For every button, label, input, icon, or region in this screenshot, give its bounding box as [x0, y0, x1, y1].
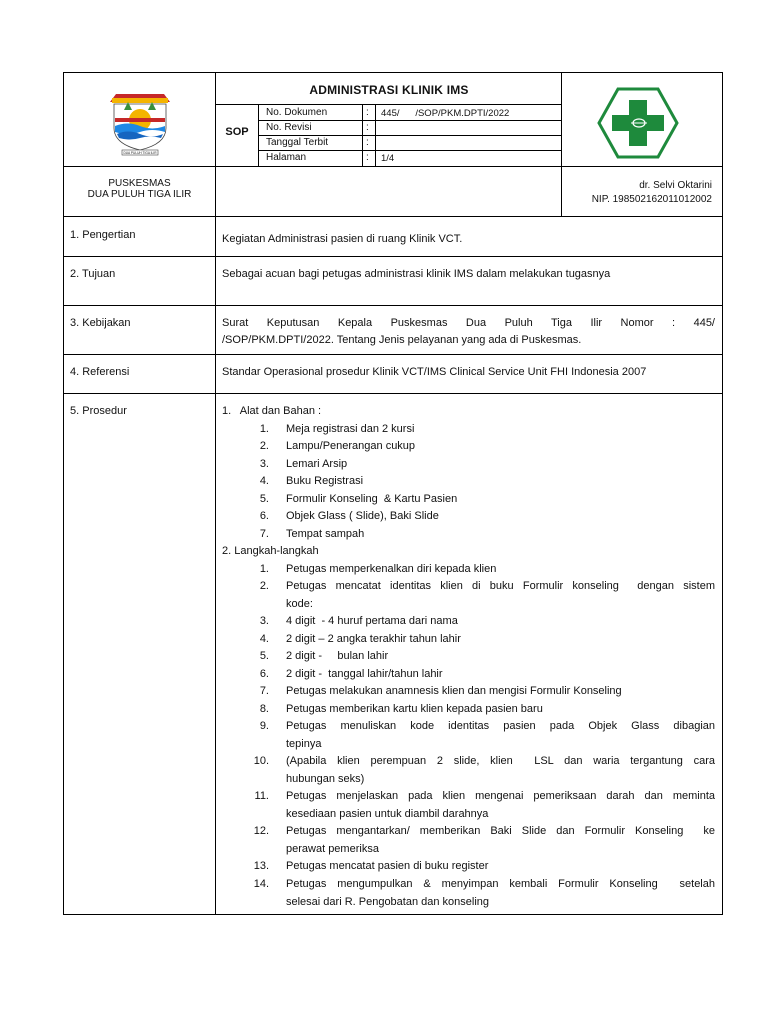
list-item: 4. Buku Registrasi — [259, 475, 364, 487]
sop-row-label: No. Revisi — [266, 122, 312, 133]
signatory-name: dr. Selvi Oktarini — [639, 180, 712, 191]
list-item: 6. Objek Glass ( Slide), Baki Slide — [259, 510, 439, 522]
list-item: 3. Lemari Arsip — [259, 458, 348, 470]
document-title: ADMINISTRASI KLINIK IMS — [309, 83, 469, 97]
section-referensi-text: Standar Operasional prosedur Klinik VCT/IMS Clinical Service Unit FHI Indonesia 2007 — [222, 366, 647, 378]
list-item: 9. Petugas menuliskan kode identitas pasien pada Objek Glass dibagian tepinya — [259, 720, 715, 750]
puskesmas-logo-icon — [597, 86, 679, 160]
sop-row-label: No. Dokumen — [266, 107, 328, 118]
section-kebijakan-line1: Surat Keputusan Kepala Puskesmas Dua Puluh Tiga Ilir Nomor : 445/ — [222, 317, 715, 329]
city-emblem-logo — [104, 88, 176, 158]
sop-row-colon: : — [366, 107, 369, 118]
list-item: 5. Formulir Konseling & Kartu Pasien — [259, 493, 458, 505]
sop-row-colon: : — [366, 152, 369, 163]
sop-row-label: Halaman — [266, 152, 307, 163]
section-pengertian-label: 1. Pengertian — [70, 229, 136, 241]
puskesmas-logo — [597, 86, 679, 160]
list-item: 1. Petugas memperkenalkan diri kepada klien — [259, 563, 497, 575]
list-item: 2. Lampu/Penerangan cukup — [259, 440, 416, 452]
list-item: 13. Petugas mencatat pasien di buku register — [253, 860, 489, 872]
sop-row-colon: : — [366, 122, 369, 133]
langkah-heading: 2. Langkah-langkah — [222, 545, 319, 557]
section-kebijakan-label: 3. Kebijakan — [70, 317, 131, 329]
sop-row-value: 445/ /SOP/PKM.DPTI/2022 — [381, 108, 510, 119]
org-name-line1: PUSKESMAS — [108, 178, 171, 189]
list-item: 10. (Apabila klien perempuan 2 slide, klien LSL dan waria tergantung cara hubungan seks) — [253, 755, 715, 785]
sop-row-colon: : — [366, 137, 369, 148]
section-referensi-label: 4. Referensi — [70, 366, 130, 378]
section-tujuan-text: Sebagai acuan bagi petugas administrasi klinik IMS dalam melakukan tugasnya — [222, 268, 611, 280]
section-kebijakan-line2: /SOP/PKM.DPTI/2022. Tentang Jenis pelayanan yang ada di Puskesmas. — [222, 334, 582, 346]
section-tujuan-label: 2. Tujuan — [70, 268, 116, 280]
sop-row-value: 1/4 — [381, 153, 395, 164]
signatory-nip: NIP. 198502162011012002 — [591, 194, 712, 205]
list-item: 12. Petugas mengantarkan/ memberikan Baki Slide dan Formulir Konseling ke perawat pemeriksa — [253, 825, 715, 855]
list-item: 5. 2 digit - bulan lahir — [259, 650, 389, 662]
list-item: 1. Meja registrasi dan 2 kursi — [259, 423, 415, 435]
list-item: 2. Petugas mencatat identitas klien di buku Formulir konseling dengan sistem kode: — [259, 580, 715, 610]
section-pengertian-text: Kegiatan Administrasi pasien di ruang Klinik VCT. — [222, 233, 463, 245]
org-name-line2: DUA PULUH TIGA ILIR — [87, 189, 192, 200]
section-prosedur-label: 5. Prosedur — [70, 405, 127, 417]
list-item: 6. 2 digit - tanggal lahir/tahun lahir — [259, 668, 443, 680]
list-item: 14. Petugas mengumpulkan & menyimpan kembali Formulir Konseling setelah selesai dari R. Pengobatan dan konseling — [253, 878, 715, 908]
list-item: 7. Petugas melakukan anamnesis klien dan mengisi Formulir Konseling — [259, 685, 622, 697]
alat-heading: 1. Alat dan Bahan : — [222, 405, 322, 417]
list-item: 8. Petugas memberikan kartu klien kepada pasien baru — [259, 703, 543, 715]
city-emblem-icon — [104, 88, 176, 158]
sop-row-label: Tanggal Terbit — [266, 137, 329, 148]
list-item: 3. 4 digit - 4 huruf pertama dari nama — [259, 615, 458, 627]
list-item: 4. 2 digit – 2 angka terakhir tahun lahir — [259, 633, 461, 645]
emblem-caption: DUA PULUH TIGA ILIR — [123, 151, 157, 156]
list-item: 11. Petugas menjelaskan pada klien mengenai pemeriksaan darah dan meminta kesediaan pasien untuk diambil darahnya — [254, 790, 715, 820]
list-item: 7. Tempat sampah — [259, 528, 365, 540]
sop-label: SOP — [225, 126, 249, 138]
